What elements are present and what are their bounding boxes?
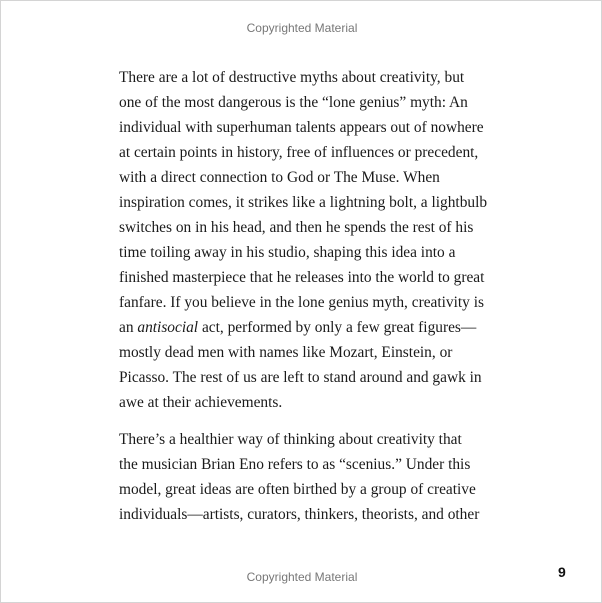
paragraph-1 (119, 65, 489, 415)
text-line: individual with superhuman talents appears out of nowhere (119, 119, 484, 136)
text-line: mostly dead men with names like Mozart, Einstein, or (119, 344, 453, 361)
body-text (119, 65, 489, 539)
text-line: individuals—artists, curators, thinkers, theorists, and other (119, 506, 480, 523)
text-line: fanfare. If you believe in the lone genius myth, creativity is (119, 294, 484, 311)
paragraph-2 (119, 427, 489, 527)
text-line (119, 315, 489, 340)
text-fragment: act, performed by only a few great figures— (198, 319, 477, 336)
text-line: inspiration comes, it strikes like a lightning bolt, a lightbulb (119, 194, 488, 211)
text-line: at certain points in history, free of influences or precedent, (119, 144, 479, 161)
text-line: with a direct connection to God or The Muse. When (119, 169, 440, 186)
text-line: the musician Brian Eno refers to as “scenius.” Under this (119, 456, 471, 473)
text-line: switches on in his head, and then he spends the rest of his (119, 219, 474, 236)
page-number: 9 (558, 564, 566, 580)
copyright-watermark-top: Copyrighted Material (246, 21, 358, 35)
text-line: Picasso. The rest of us are left to stand around and gawk in (119, 369, 482, 386)
text-line: one of the most dangerous is the “lone genius” myth: An (119, 94, 468, 111)
text-line: awe at their achievements. (119, 394, 283, 411)
text-line: There’s a healthier way of thinking about creativity that (119, 431, 462, 448)
text-line: There are a lot of destructive myths about creativity, but (119, 69, 465, 86)
emphasized-word: antisocial (137, 319, 199, 336)
text-line: finished masterpiece that he releases into the world to great (119, 269, 485, 286)
text-line: model, great ideas are often birthed by a group of creative (119, 481, 476, 498)
copyright-watermark-bottom: Copyrighted Material (246, 570, 358, 584)
text-line: time toiling away in his studio, shaping this idea into a (119, 244, 456, 261)
text-fragment: an (119, 319, 138, 336)
